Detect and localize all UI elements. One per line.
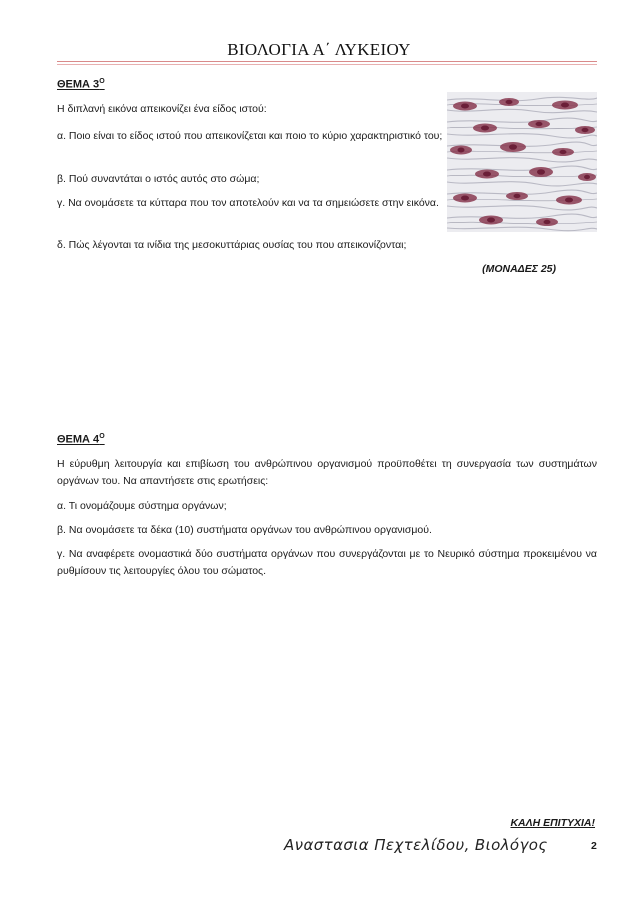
page-number: 2 bbox=[591, 840, 597, 852]
section-3-question-c: γ. Να ονομάσετε τα κύτταρα που τον αποτελούν και να τα σημειώσετε στην εικόνα. bbox=[57, 197, 439, 209]
connective-tissue-micrograph-icon bbox=[447, 92, 597, 232]
section-3-intro: Η διπλανή εικόνα απεικονίζει ένα είδος ιστού: bbox=[57, 103, 267, 115]
section-4-question-a: α. Τι ονομάζουμε σύστημα οργάνων; bbox=[57, 500, 227, 512]
section-4-question-c: γ. Να αναφέρετε ονομαστικά δύο συστήματα οργάνων που συνεργάζονται με το Νευρικό σύστημα προκειμένου να ρυθμίσουν τις λειτουργίες όλου του σώματος. bbox=[57, 548, 597, 577]
section-3-question-a: α. Ποιο είναι το είδος ιστού που απεικονίζεται και ποιο το κύριο χαρακτηριστικό του; bbox=[57, 130, 443, 142]
section-3-marks: (ΜΟΝΑΔΕΣ 25) bbox=[482, 263, 556, 275]
section-3-question-d: δ. Πώς λέγονται τα ινίδια της μεσοκυττάριας ουσίας του που απεικονίζονται; bbox=[57, 239, 407, 251]
section-3-title: ΘΕΜΑ $3^O$ bbox=[57, 78, 105, 91]
section-4-intro: Η εύρυθμη λειτουργία και επιβίωση του ανθρώπινου οργανισμού προϋποθέτει τη συνεργασία των συστημάτων οργάνων του. Να απαντήσετε στις ερωτήσεις: bbox=[57, 458, 597, 487]
header-divider-bottom bbox=[57, 64, 597, 65]
section-4-title: ΘΕΜΑ $4^O$ bbox=[57, 433, 105, 446]
author-signature: Αναστασια Πεχτελίδου, Βιολόγος bbox=[284, 836, 548, 854]
header-divider-top bbox=[57, 61, 597, 62]
section-3-question-b: β. Πού συναντάται ο ιστός αυτός στο σώμα; bbox=[57, 173, 260, 185]
section-4-question-b: β. Να ονομάσετε τα δέκα (10) συστήματα οργάνων του ανθρώπινου οργανισμού. bbox=[57, 524, 432, 536]
page-header-title: ΒΙΟΛΟΓΙΑ Α΄ ΛΥΚΕΙΟΥ bbox=[227, 40, 411, 59]
good-luck-note: ΚΑΛΗ ΕΠΙΤΥΧΙΑ! bbox=[510, 817, 595, 829]
connective-tissue-figure bbox=[447, 92, 597, 232]
